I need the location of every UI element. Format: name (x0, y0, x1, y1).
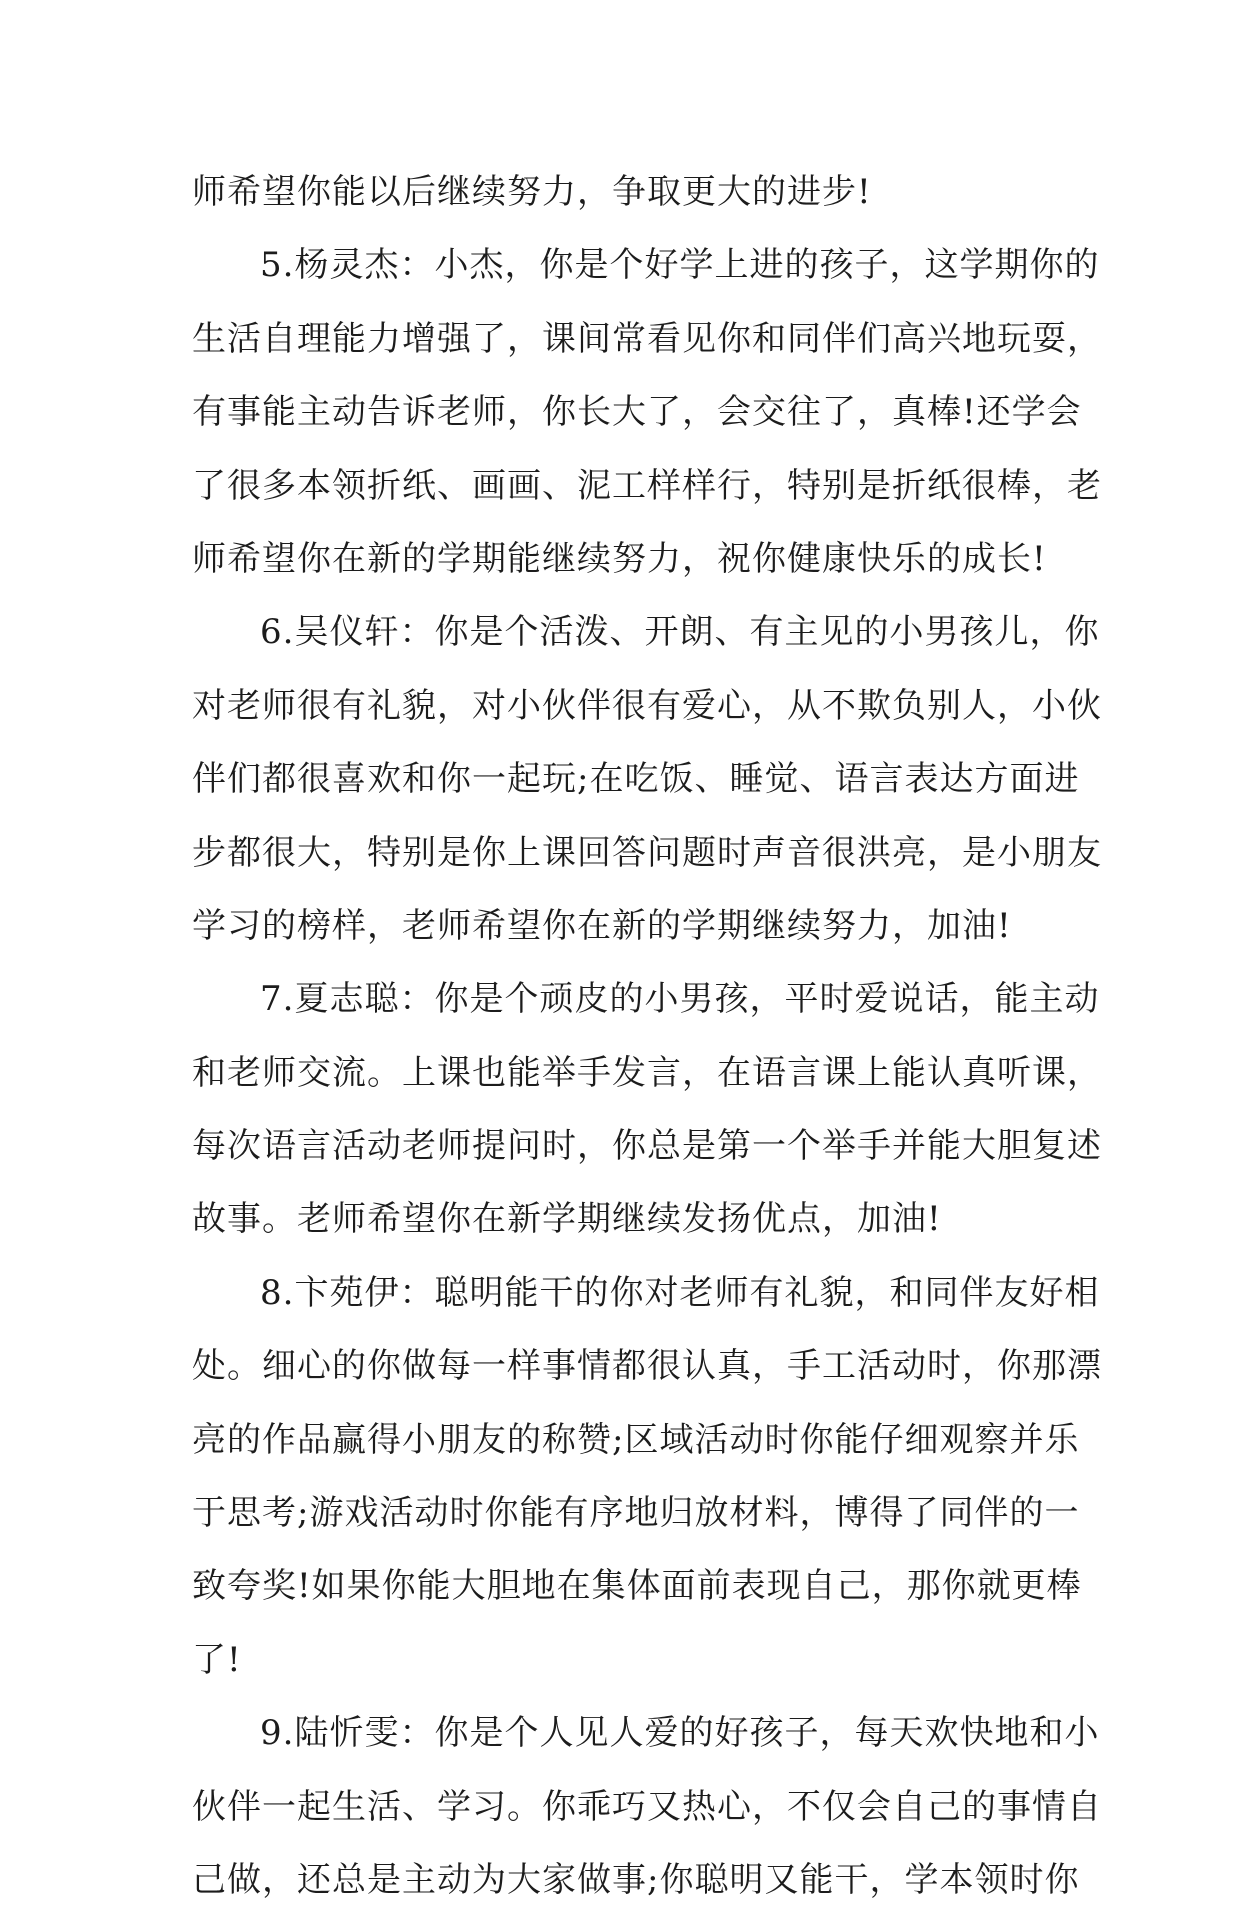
paragraph-first-line: 8.卞苑伊：聪明能干的你对老师有礼貌，和同伴友好相 (260, 1272, 1100, 1313)
text-line: 有事能主动告诉老师，你长大了，会交往了，真棒!还学会 (192, 392, 1082, 433)
text-line: 伙伴一起生活、学习。你乖巧又热心，不仅会自己的事情自 (192, 1786, 1102, 1827)
text-line: 和老师交流。上课也能举手发言，在语言课上能认真听课， (192, 1052, 1102, 1093)
paragraph-first-line: 9.陆忻雯：你是个人见人爱的好孩子，每天欢快地和小 (260, 1713, 1100, 1754)
paragraph-first-line: 6.吴仪轩：你是个活泼、开朗、有主见的小男孩儿，你 (260, 612, 1100, 653)
text-line: 对老师很有礼貌，对小伙伴很有爱心，从不欺负别人，小伙 (192, 685, 1102, 726)
text-line: 伴们都很喜欢和你一起玩;在吃饭、睡觉、语言表达方面进 (192, 759, 1080, 800)
text-line: 了! (192, 1639, 242, 1680)
paragraph-first-line: 7.夏志聪：你是个顽皮的小男孩，平时爱说话，能主动 (260, 979, 1100, 1020)
text-line: 亮的作品赢得小朋友的称赞;区域活动时你能仔细观察并乐 (192, 1419, 1080, 1460)
text-line: 学习的榜样，老师希望你在新的学期继续努力，加油! (192, 905, 1012, 946)
text-line: 处。细心的你做每一样事情都很认真，手工活动时，你那漂 (192, 1346, 1102, 1387)
text-line: 故事。老师希望你在新学期继续发扬优点，加油! (192, 1199, 942, 1240)
text-line: 了很多本领折纸、画画、泥工样样行，特别是折纸很棒，老 (192, 465, 1102, 506)
text-line: 师希望你在新的学期能继续努力，祝你健康快乐的成长! (192, 538, 1047, 579)
document-body (192, 156, 1102, 1917)
text-line: 师希望你能以后继续努力，争取更大的进步! (192, 172, 872, 212)
text-line: 己做，还总是主动为大家做事;你聪明又能干，学本领时你 (192, 1859, 1080, 1900)
text-line: 于思考;游戏活动时你能有序地归放材料，博得了同伴的一 (192, 1493, 1080, 1534)
text-line: 步都很大，特别是你上课回答问题时声音很洪亮，是小朋友 (192, 832, 1102, 873)
paragraph-first-line: 5.杨灵杰：小杰，你是个好学上进的孩子，这学期你的 (260, 245, 1100, 286)
text-line: 每次语言活动老师提问时，你总是第一个举手并能大胆复述 (192, 1126, 1102, 1167)
text-line: 生活自理能力增强了，课间常看见你和同伴们高兴地玩耍， (192, 318, 1102, 359)
text-line: 致夸奖!如果你能大胆地在集体面前表现自己，那你就更棒 (192, 1566, 1082, 1607)
